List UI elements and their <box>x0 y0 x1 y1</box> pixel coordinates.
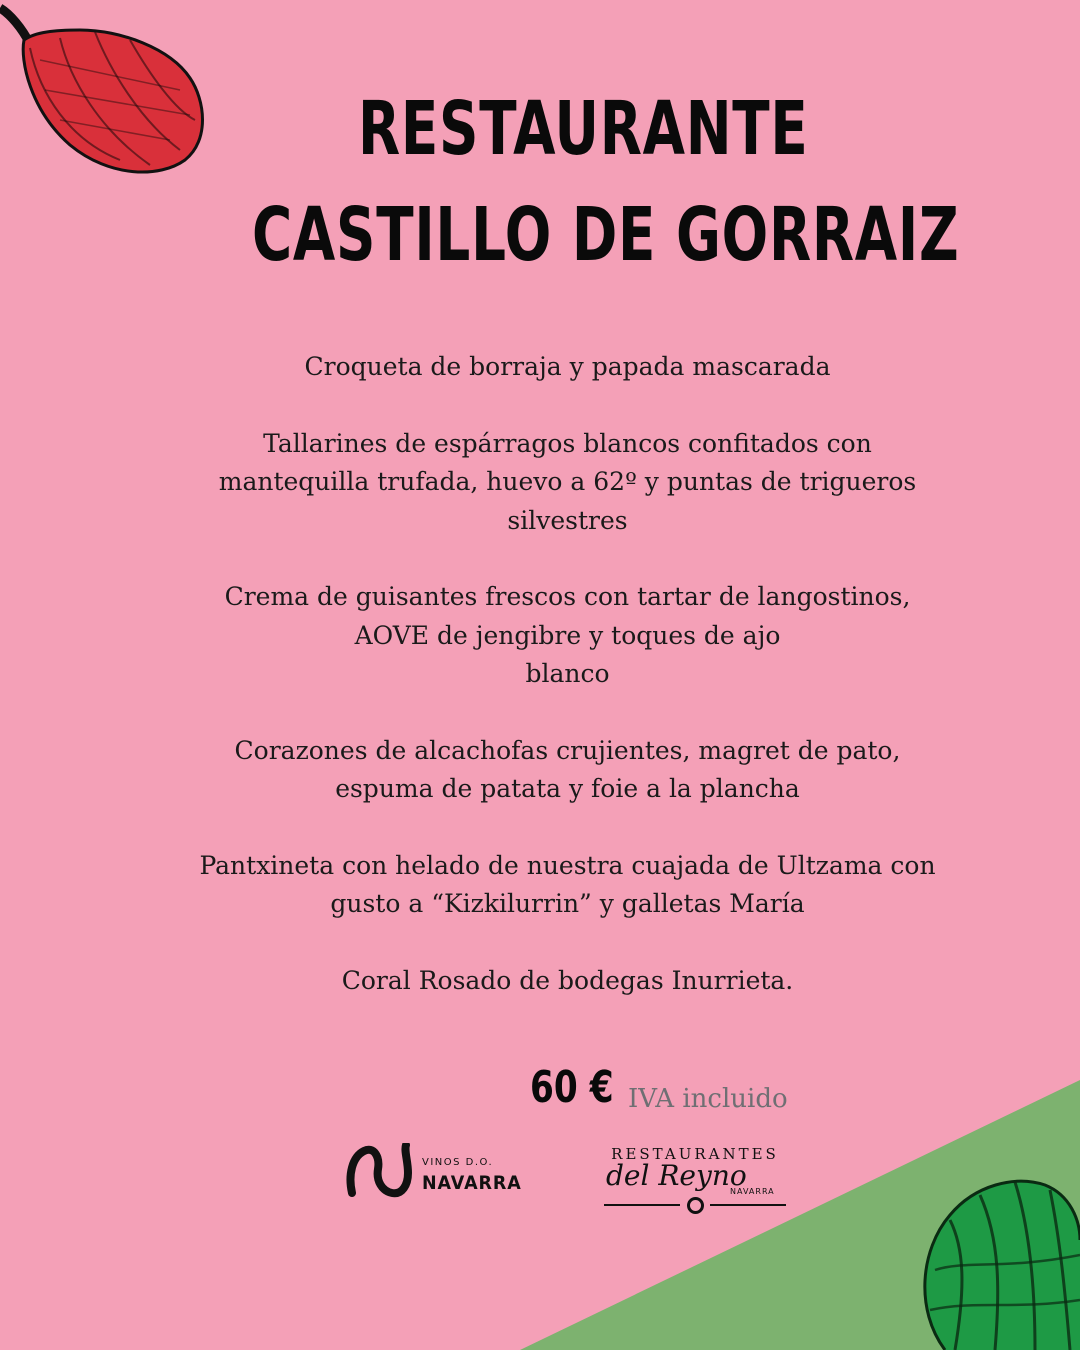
menu-list <box>140 348 995 1038</box>
price-amount: 60 € <box>530 1062 614 1113</box>
restaurantes-del-reyno-logo <box>600 1145 790 1220</box>
menu-item-4: Corazones de alcachofas crujientes, magret de pato, espuma de patata y foie a la plancha <box>234 735 901 803</box>
menu-item-6: Coral Rosado de bodegas Inurrieta. <box>341 965 794 995</box>
navarra-label: NAVARRA <box>422 1172 522 1194</box>
reyno-navarra-label: NAVARRA <box>730 1187 775 1196</box>
vinos-navarra-logo <box>346 1143 536 1201</box>
artichoke-illustration <box>905 1160 1080 1350</box>
del-reyno-label: del Reyno <box>606 1159 747 1192</box>
ring-icon <box>687 1197 704 1214</box>
price-note: IVA incluido <box>628 1084 788 1114</box>
restaurant-title-line1: RESTAURANTE <box>358 86 809 172</box>
menu-item-2: Tallarines de espárragos blancos confitados con mantequilla trufada, huevo a 62º y puntas de trigueros silvestres <box>218 428 917 535</box>
navarra-swoosh-icon <box>346 1143 416 1201</box>
menu-item-3: Crema de guisantes frescos con tartar de langostinos, AOVE de jengibre y toques de ajo blanco <box>224 582 911 688</box>
wine-glass-illustration <box>0 0 215 180</box>
restaurant-title-line2: CASTILLO DE GORRAIZ <box>252 192 960 278</box>
restaurantes-label: RESTAURANTES <box>611 1145 779 1163</box>
menu-item-1: Croqueta de borraja y papada mascarada <box>304 352 831 381</box>
vinos-do-label: VINOS D.O. <box>422 1157 494 1168</box>
menu-item-5: Pantxineta con helado de nuestra cuajada de Ultzama con gusto a “Kizkilurrin” y galletas María <box>199 850 936 918</box>
